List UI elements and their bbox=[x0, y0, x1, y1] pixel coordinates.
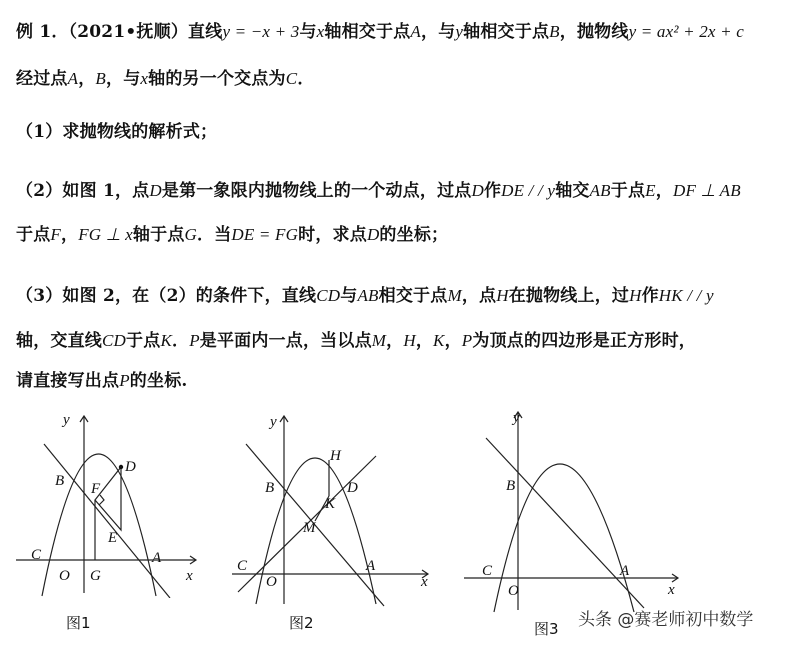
math: DE = FG bbox=[231, 225, 299, 244]
text: ， bbox=[61, 225, 79, 245]
label-c: C bbox=[31, 547, 42, 563]
figure-3-caption: 图3 bbox=[534, 620, 559, 638]
text: 于点 bbox=[126, 331, 161, 351]
label-o: O bbox=[508, 583, 519, 599]
label-b: B bbox=[55, 473, 65, 489]
text: 经过点 bbox=[16, 69, 68, 89]
label-y: y bbox=[63, 412, 70, 428]
math: A bbox=[410, 22, 421, 41]
label-h: H bbox=[330, 448, 341, 464]
label-x: x bbox=[421, 574, 428, 590]
question-2-line-1 bbox=[16, 176, 741, 201]
label-b: B bbox=[265, 480, 275, 496]
math: H bbox=[629, 286, 642, 305]
label-a: A bbox=[366, 558, 376, 574]
math: D bbox=[471, 181, 484, 200]
math: E bbox=[645, 181, 656, 200]
text: 于点 bbox=[16, 225, 51, 245]
label-c: C bbox=[237, 558, 248, 574]
math: CD bbox=[102, 331, 127, 350]
label-d: D bbox=[125, 459, 136, 475]
text: 于点 bbox=[610, 181, 646, 201]
text: 在抛物线上，过 bbox=[508, 286, 630, 306]
text: 相交于点 bbox=[378, 286, 448, 306]
text: 时，求点 bbox=[298, 225, 367, 245]
math: DE / / y bbox=[501, 181, 556, 200]
label-y: y bbox=[270, 414, 277, 430]
label-o: O bbox=[266, 574, 277, 590]
math: y bbox=[455, 22, 464, 41]
label-c: C bbox=[482, 563, 493, 579]
label-a: A bbox=[620, 563, 630, 579]
text: 轴交 bbox=[555, 181, 590, 201]
math: G bbox=[184, 225, 198, 244]
math: x bbox=[140, 69, 149, 88]
text: （3）如图 2，在（2）的条件下，直线 bbox=[16, 286, 317, 306]
math: D bbox=[149, 181, 162, 200]
math: B bbox=[95, 69, 106, 88]
label-e: E bbox=[108, 530, 118, 546]
figure-2 bbox=[226, 408, 438, 608]
text: 轴相交于点 bbox=[324, 22, 411, 42]
label-y: y bbox=[513, 410, 520, 426]
parabola-equation: y = ax² + 2x + c bbox=[628, 22, 744, 41]
text: 的坐标. bbox=[129, 371, 188, 391]
text: ，抛物线 bbox=[559, 22, 629, 42]
text: ． bbox=[297, 69, 315, 89]
label-o: O bbox=[59, 568, 70, 584]
point-d bbox=[119, 465, 123, 469]
problem-line-1 bbox=[16, 17, 744, 42]
label-d: D bbox=[347, 480, 358, 496]
math: H bbox=[496, 286, 509, 305]
text: 请直接写出点 bbox=[16, 371, 120, 391]
math: M bbox=[447, 286, 462, 305]
math: F bbox=[50, 225, 61, 244]
label-f: F bbox=[91, 481, 101, 497]
text: 是第一象限内抛物线上的一个动点，过点 bbox=[161, 181, 472, 201]
text: 作 bbox=[483, 181, 502, 201]
figure-2-caption: 图2 bbox=[289, 614, 314, 632]
question-3-line-1 bbox=[16, 281, 714, 306]
text: 为顶点的四边形是正方形时， bbox=[472, 331, 696, 351]
text: ， bbox=[444, 331, 462, 351]
math: A bbox=[67, 69, 79, 88]
text: 轴的另一个交点为 bbox=[148, 69, 286, 89]
math: FG ⊥ x bbox=[78, 225, 133, 244]
figure-1-caption: 图1 bbox=[66, 614, 91, 632]
text: 是平面内一点，当以点 bbox=[199, 331, 372, 351]
math: AB bbox=[589, 181, 611, 200]
text: ， bbox=[78, 69, 96, 89]
text: ，与 bbox=[106, 69, 141, 89]
label-x: x bbox=[668, 582, 675, 598]
math: H bbox=[403, 331, 416, 350]
label-a: A bbox=[152, 550, 162, 566]
text: ， bbox=[415, 331, 434, 351]
math: CD bbox=[316, 286, 341, 305]
text: ，点 bbox=[461, 286, 497, 306]
label-k: K bbox=[325, 496, 336, 512]
label-m: M bbox=[303, 520, 316, 536]
text: （2）如图 1，点 bbox=[16, 181, 150, 201]
text: ． bbox=[171, 331, 190, 351]
math: P bbox=[461, 331, 473, 350]
math: P bbox=[119, 371, 130, 390]
math: M bbox=[371, 331, 387, 350]
text: 与 bbox=[340, 286, 358, 306]
math: K bbox=[160, 331, 172, 350]
line-equation: y = −x + 3 bbox=[222, 22, 300, 41]
text: 与 bbox=[299, 22, 317, 42]
math: AB bbox=[357, 286, 379, 305]
watermark: 头条 @赛老师初中数学 bbox=[578, 610, 754, 630]
math: P bbox=[189, 331, 200, 350]
math: HK / / y bbox=[658, 286, 714, 305]
problem-intro: 例 1．（2021•抚顺）直线 bbox=[16, 22, 223, 42]
text: ．当 bbox=[197, 225, 232, 245]
text: 轴相交于点 bbox=[463, 22, 550, 42]
segment-d-e-f bbox=[95, 467, 121, 530]
question-2-line-2 bbox=[16, 220, 448, 245]
math: K bbox=[433, 331, 445, 350]
figure-3 bbox=[456, 400, 688, 615]
question-3-line-3 bbox=[16, 366, 188, 391]
problem-line-2 bbox=[16, 64, 315, 89]
label-x: x bbox=[186, 568, 193, 584]
question-3-line-2 bbox=[16, 326, 696, 351]
text: ，与 bbox=[421, 22, 456, 42]
text: ， bbox=[655, 181, 673, 201]
label-b: B bbox=[506, 478, 516, 494]
math: D bbox=[366, 225, 380, 244]
math: C bbox=[285, 69, 298, 88]
math: DF ⊥ AB bbox=[672, 181, 741, 200]
text: 轴于点 bbox=[132, 225, 185, 245]
math: x bbox=[316, 22, 325, 41]
math: B bbox=[549, 22, 560, 41]
label-g: G bbox=[90, 568, 101, 584]
figure-1 bbox=[14, 408, 204, 598]
question-1: （1）求抛物线的解析式； bbox=[16, 122, 218, 142]
text: ， bbox=[386, 331, 404, 351]
text: 作 bbox=[641, 286, 659, 306]
text: 的坐标； bbox=[379, 225, 449, 245]
text: 轴，交直线 bbox=[16, 331, 102, 351]
